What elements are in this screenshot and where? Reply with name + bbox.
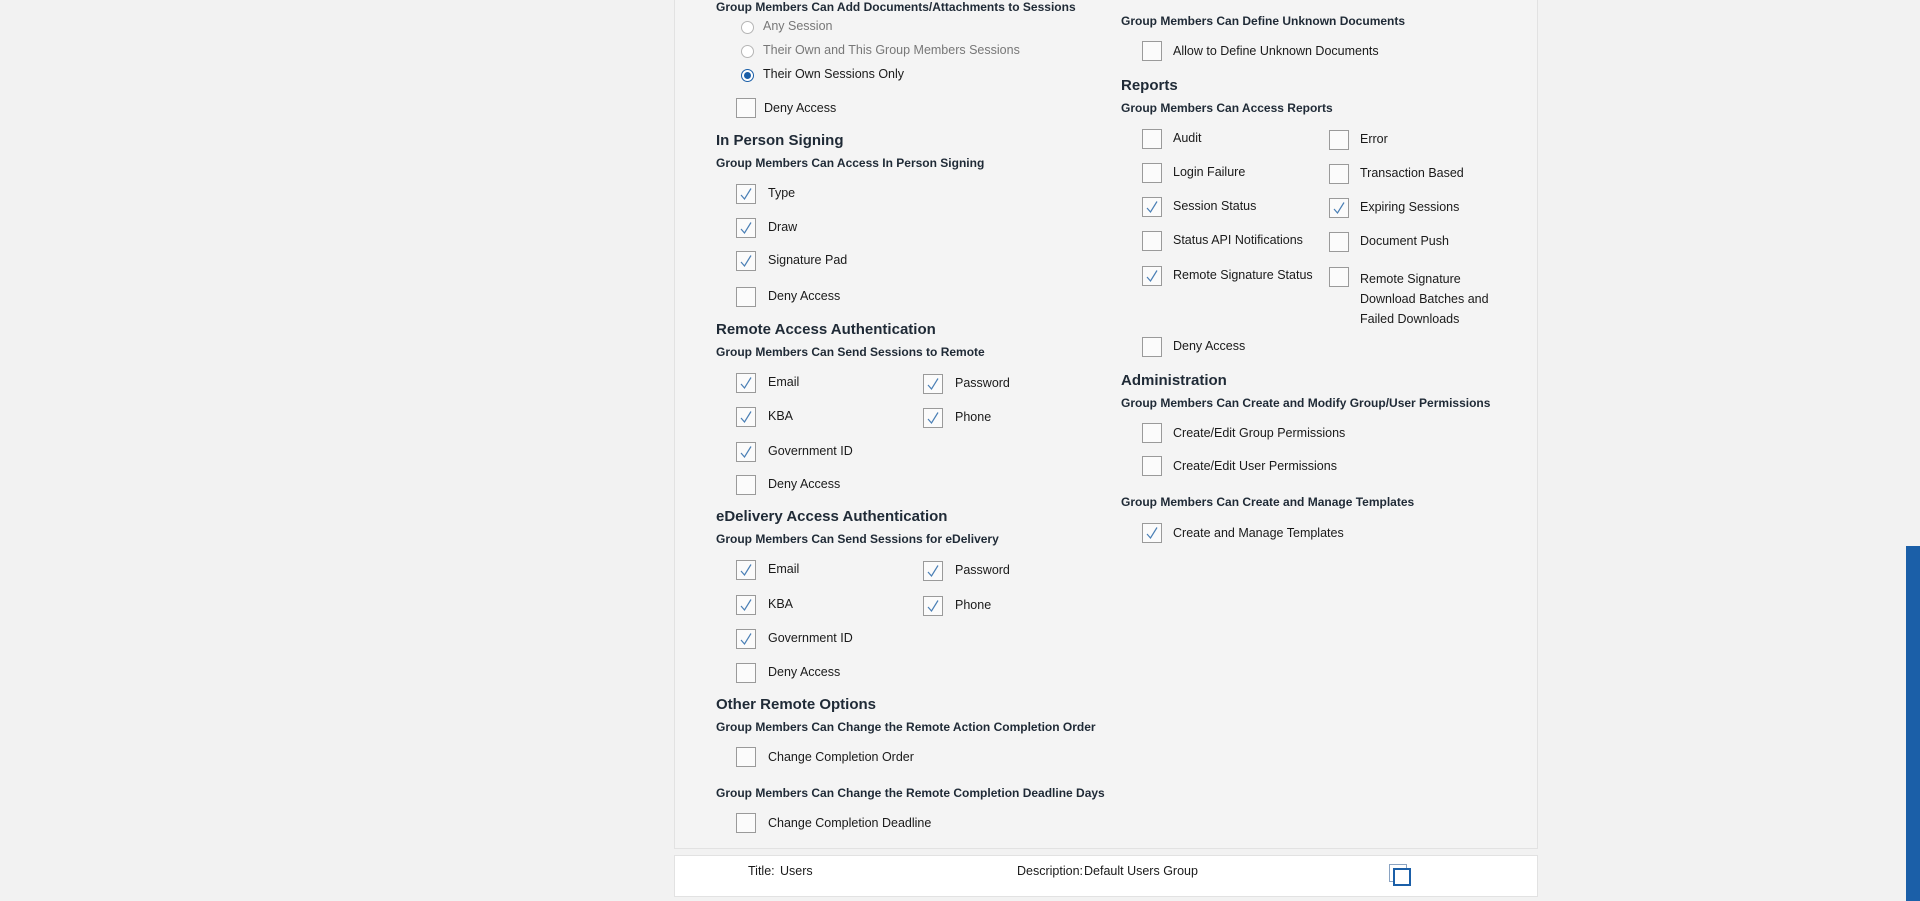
reports-title: Reports [1121, 77, 1178, 94]
group-info-footer [674, 855, 1538, 897]
remote-government-id-checkbox[interactable] [736, 442, 756, 462]
edelivery-deny-checkbox[interactable] [736, 663, 756, 683]
remote-auth-title: Remote Access Authentication [716, 321, 936, 338]
in-person-signature-pad-checkbox[interactable] [736, 251, 756, 271]
templates-heading: Group Members Can Create and Manage Templates [1121, 495, 1415, 509]
remote-phone-label: Phone [955, 410, 992, 424]
edelivery-kba-checkbox[interactable] [736, 595, 756, 615]
report-audit-label: Audit [1173, 131, 1202, 145]
in-person-deny-label: Deny Access [768, 289, 841, 303]
report-expiring-sessions-checkbox[interactable] [1329, 198, 1349, 218]
remote-deny-label: Deny Access [768, 477, 841, 491]
report-remote-signature-download-checkbox[interactable] [1329, 267, 1349, 287]
edelivery-password-label: Password [955, 563, 1010, 577]
report-error-checkbox[interactable] [1329, 130, 1349, 150]
radio-any-session-label: Any Session [763, 19, 833, 33]
completion-deadline-heading: Group Members Can Change the Remote Completion Deadline Days [716, 786, 1105, 800]
remote-password-checkbox[interactable] [923, 374, 943, 394]
copy-icon-front [1393, 868, 1411, 886]
remote-password-label: Password [955, 376, 1010, 390]
in-person-title: In Person Signing [716, 132, 844, 149]
edelivery-government-id-checkbox[interactable] [736, 629, 756, 649]
reports-heading: Group Members Can Access Reports [1121, 101, 1333, 115]
edelivery-phone-checkbox[interactable] [923, 596, 943, 616]
in-person-draw-label: Draw [768, 220, 798, 234]
report-status-api-notifications-checkbox[interactable] [1142, 231, 1162, 251]
edelivery-email-label: Email [768, 562, 800, 576]
completion-order-heading: Group Members Can Change the Remote Action Completion Order [716, 720, 1096, 734]
radio-any-session[interactable] [741, 21, 754, 34]
remote-phone-checkbox[interactable] [923, 408, 943, 428]
report-session-status-label: Session Status [1173, 199, 1257, 213]
edelivery-deny-label: Deny Access [768, 665, 841, 679]
in-person-signature-pad-label: Signature Pad [768, 253, 848, 267]
edelivery-password-checkbox[interactable] [923, 561, 943, 581]
remote-deny-checkbox[interactable] [736, 475, 756, 495]
radio-own-and-group-sessions[interactable] [741, 45, 754, 58]
in-person-type-label: Type [768, 186, 796, 200]
report-document-push-label: Document Push [1360, 234, 1449, 248]
edelivery-auth-title: eDelivery Access Authentication [716, 508, 948, 525]
scrollbar-thumb[interactable] [1906, 546, 1920, 901]
radio-own-sessions-only[interactable] [741, 69, 754, 82]
report-login-failure-checkbox[interactable] [1142, 163, 1162, 183]
change-completion-order-label: Change Completion Order [768, 750, 914, 764]
remote-email-checkbox[interactable] [736, 373, 756, 393]
remote-email-label: Email [768, 375, 800, 389]
allow-unknown-docs-label: Allow to Define Unknown Documents [1173, 44, 1379, 58]
create-edit-user-permissions-label: Create/Edit User Permissions [1173, 459, 1337, 473]
description-value: Default Users Group [1084, 864, 1198, 878]
in-person-draw-checkbox[interactable] [736, 218, 756, 238]
change-completion-deadline-label: Change Completion Deadline [768, 816, 932, 830]
unknown-docs-heading: Group Members Can Define Unknown Documents [1121, 14, 1406, 28]
report-session-status-checkbox[interactable] [1142, 197, 1162, 217]
documents-heading: Group Members Can Add Documents/Attachments to Sessions [716, 0, 1076, 14]
permissions-panel [674, 0, 1538, 849]
remote-kba-label: KBA [768, 409, 794, 423]
permissions-heading: Group Members Can Create and Modify Group/User Permissions [1121, 396, 1491, 410]
title-label: Title: [748, 864, 775, 878]
radio-own-and-group-sessions-label: Their Own and This Group Members Sessions [763, 43, 1020, 57]
create-edit-user-permissions-checkbox[interactable] [1142, 456, 1162, 476]
allow-unknown-docs-checkbox[interactable] [1142, 41, 1162, 61]
edelivery-auth-heading: Group Members Can Send Sessions for eDelivery [716, 532, 999, 546]
edelivery-government-id-label: Government ID [768, 631, 853, 645]
report-transaction-based-checkbox[interactable] [1329, 164, 1349, 184]
report-remote-signature-status-checkbox[interactable] [1142, 266, 1162, 286]
report-document-push-checkbox[interactable] [1329, 232, 1349, 252]
remote-auth-heading: Group Members Can Send Sessions to Remote [716, 345, 985, 359]
report-login-failure-label: Login Failure [1173, 165, 1246, 179]
in-person-heading: Group Members Can Access In Person Signing [716, 156, 985, 170]
report-deny-label: Deny Access [1173, 339, 1246, 353]
documents-deny-checkbox[interactable] [736, 98, 756, 118]
change-completion-deadline-checkbox[interactable] [736, 813, 756, 833]
report-expiring-sessions-label: Expiring Sessions [1360, 200, 1460, 214]
change-completion-order-checkbox[interactable] [736, 747, 756, 767]
report-remote-signature-download-label: Remote Signature Download Batches and Failed Downloads [1360, 272, 1489, 326]
report-audit-checkbox[interactable] [1142, 129, 1162, 149]
create-manage-templates-checkbox[interactable] [1142, 523, 1162, 543]
edelivery-kba-label: KBA [768, 597, 794, 611]
edelivery-phone-label: Phone [955, 598, 992, 612]
in-person-type-checkbox[interactable] [736, 184, 756, 204]
remote-government-id-label: Government ID [768, 444, 853, 458]
report-error-label: Error [1360, 132, 1388, 146]
administration-title: Administration [1121, 372, 1227, 389]
copy-icon[interactable] [1389, 864, 1411, 886]
create-manage-templates-label: Create and Manage Templates [1173, 526, 1344, 540]
report-status-api-notifications-label: Status API Notifications [1173, 233, 1303, 247]
create-edit-group-permissions-label: Create/Edit Group Permissions [1173, 426, 1346, 440]
other-remote-title: Other Remote Options [716, 696, 877, 713]
edelivery-email-checkbox[interactable] [736, 560, 756, 580]
description-label: Description: [1017, 864, 1083, 878]
in-person-deny-checkbox[interactable] [736, 287, 756, 307]
title-value: Users [780, 864, 813, 878]
report-transaction-based-label: Transaction Based [1360, 166, 1464, 180]
report-remote-signature-status-label: Remote Signature Status [1173, 268, 1313, 282]
radio-own-sessions-only-label: Their Own Sessions Only [763, 67, 905, 81]
report-deny-checkbox[interactable] [1142, 337, 1162, 357]
create-edit-group-permissions-checkbox[interactable] [1142, 423, 1162, 443]
documents-deny-label: Deny Access [764, 101, 837, 115]
remote-kba-checkbox[interactable] [736, 407, 756, 427]
